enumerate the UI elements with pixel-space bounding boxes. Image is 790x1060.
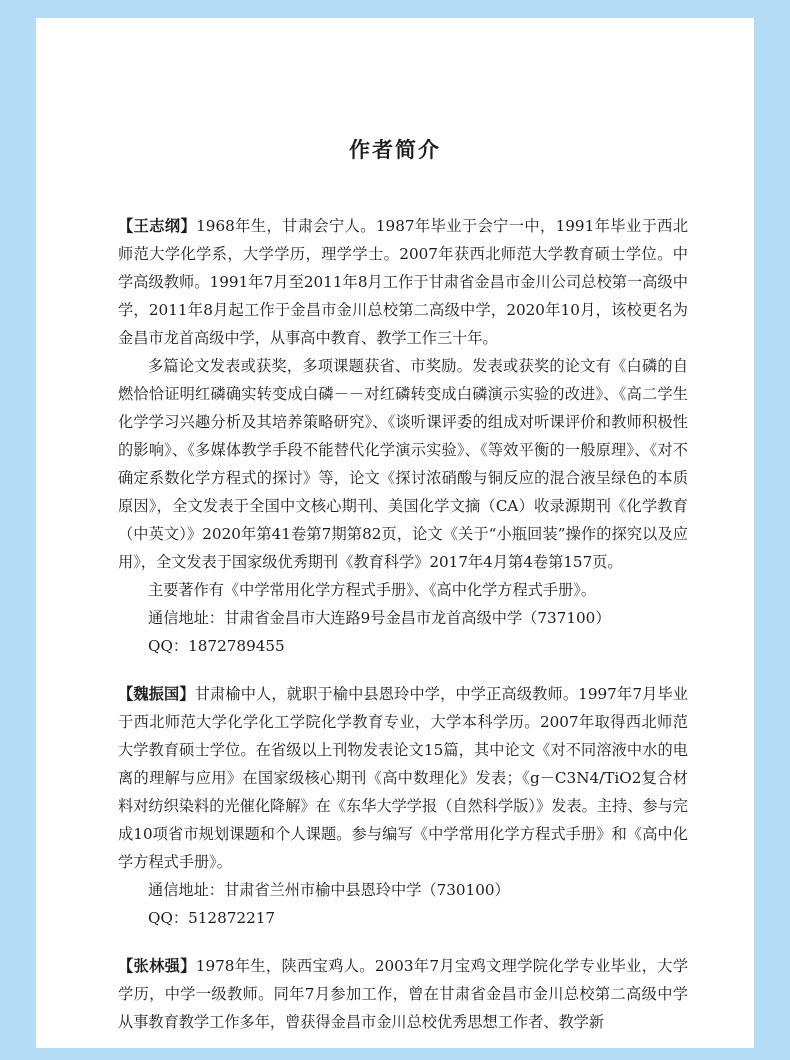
- author-qq: QQ：1872789455: [148, 637, 285, 655]
- author-intro-paragraph: [118, 952, 688, 1036]
- author-name-tag: 【张林强】: [118, 957, 196, 975]
- author-works: 主要著作有《中学常用化学方程式手册》、《高中化学方程式手册》。: [148, 581, 597, 599]
- author-address: 通信地址：甘肃省金昌市大连路9号金昌市龙首高级中学（737100）: [148, 609, 611, 627]
- author-section-wang: [118, 212, 688, 660]
- author-name-tag: 【魏振国】: [118, 685, 195, 703]
- author-intro-text: 1968年生，甘肃会宁人。1987年毕业于会宁一中，1991年毕业于西北师范大学化学系，大学学历，理学学士。2007年获西北师范大学教育硕士学位。中学高级教师。1991年7月至2011年8月工作于甘肃省金昌市金川公司总校第一高级中学，2011年8月起工作于金昌市金川总校第二高级中学，2020年10月，该校更名为金昌市龙首高级中学，从事高中教育、教学工作三十年。: [118, 217, 689, 347]
- author-section-zhang: [118, 952, 688, 1036]
- author-intro-paragraph: [118, 212, 688, 352]
- author-intro-text: 甘肃榆中人，就职于榆中县恩玲中学，中学正高级教师。1997年7月毕业于西北师范大学化学化工学院化学教育专业，大学本科学历。2007年取得西北师范大学教育硕士学位。在省级以上刊物发表论文15篇，其中论文《对不同溶液中水的电离的理解与应用》在国家级核心期刊《高中数理化》发表；《g－C3N4/TiO2复合材料对纺织染料的光催化降解》在《东华大学学报（自然科学版）》发表。主持、参与完成10项省市规划课题和个人课题。参与编写《中学常用化学方程式手册》和《高中化学方程式手册》。: [118, 685, 688, 871]
- author-name-tag: 【王志纲】: [118, 217, 197, 235]
- document-page: [36, 18, 754, 1048]
- author-address: 通信地址：甘肃省兰州市榆中县恩玲中学（730100）: [148, 881, 510, 899]
- author-achievements: 多篇论文发表或获奖，多项课题获省、市奖励。发表或获奖的论文有《白磷的自燃恰恰证明红磷确实转变成白磷－－对红磷转变成白磷演示实验的改进》、《高二学生化学学习兴趣分析及其培养策略研究》、《谈听课评委的组成对听课评价和教师积极性的影响》、《多媒体教学手段不能替代化学演示实验》、《等效平衡的一般原理》、《对不确定系数化学方程式的探讨》等，论文《探讨浓硝酸与铜反应的混合液呈绿色的本质原因》，全文发表于全国中文核心期刊、美国化学文摘（CA）收录源期刊《化学教育（中英文）》2020年第41卷第7期第82页，论文《关于“小瓶回装”操作的探究以及应用》，全文发表于国家级优秀期刊《教育科学》2017年4月第4卷第157页。: [118, 357, 688, 571]
- author-section-wei: [118, 680, 688, 932]
- page-title: 作者简介: [349, 138, 441, 162]
- author-intro-text: 1978年生，陕西宝鸡人。2003年7月宝鸡文理学院化学专业毕业，大学学历，中学一级教师。同年7月参加工作，曾在甘肃省金昌市金川总校第二高级中学从事教育教学工作多年，曾获得金昌市金川总校优秀思想工作者、教学新: [118, 957, 689, 1031]
- author-bios: [118, 212, 688, 1048]
- author-qq: QQ：512872217: [148, 909, 276, 927]
- author-intro-paragraph: [118, 680, 688, 876]
